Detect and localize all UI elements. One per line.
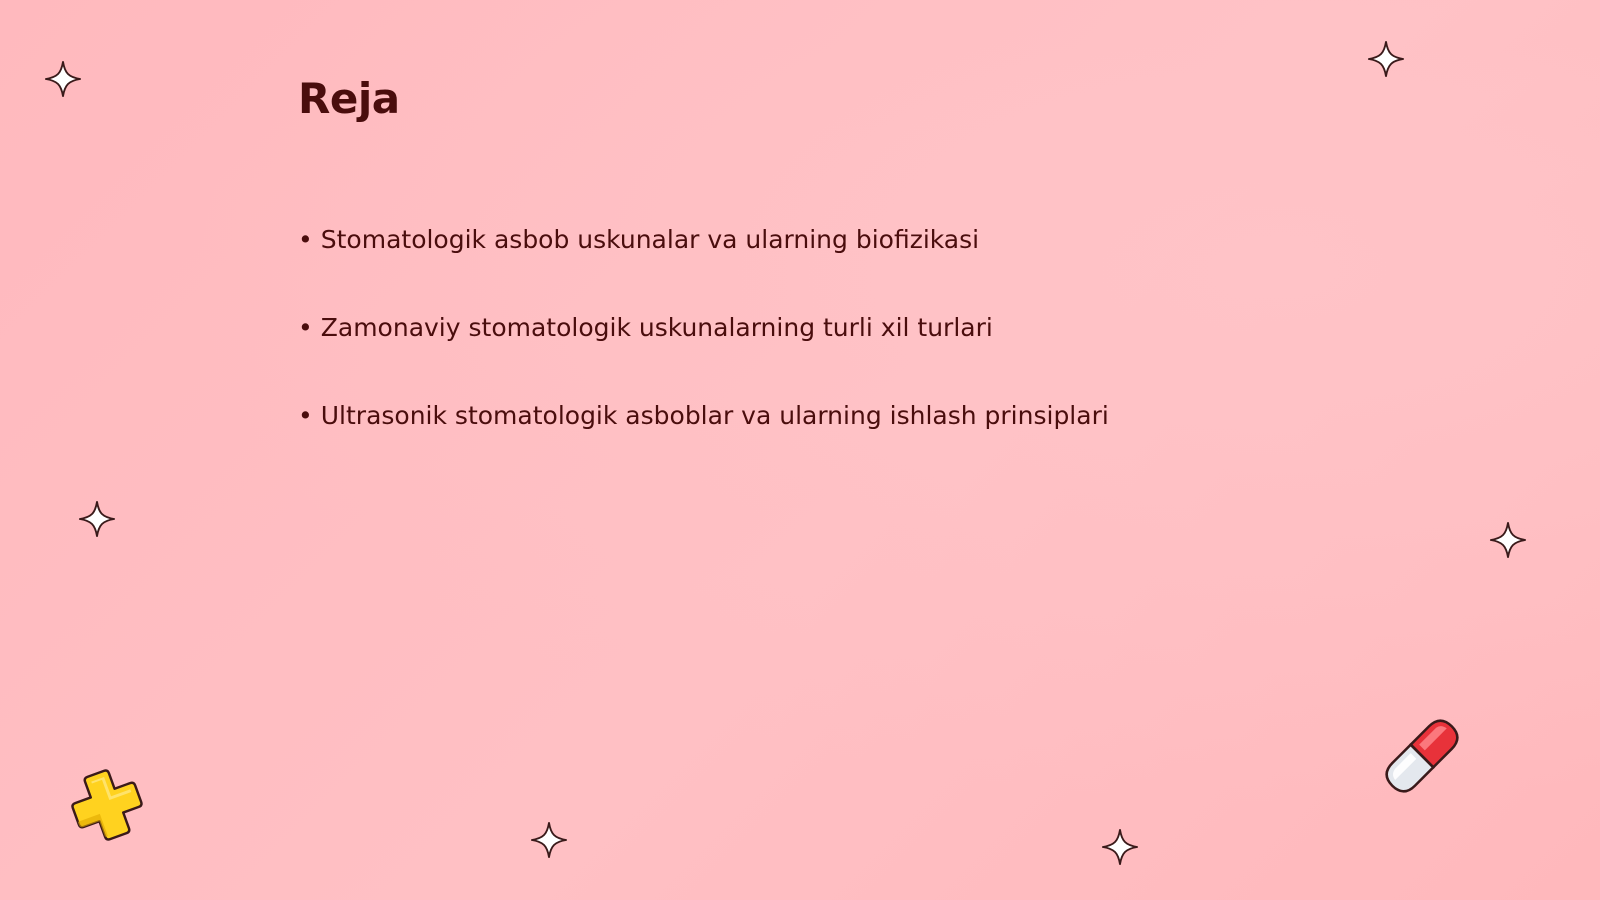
bullet-text: Ultrasonik stomatologik asboblar va ularning ishlash prinsiplari <box>320 401 1109 430</box>
sparkle-icon <box>1101 828 1139 866</box>
bullet-marker: • <box>298 313 313 342</box>
list-item <box>298 394 1109 482</box>
slide-title: Reja <box>298 74 400 123</box>
sparkle-icon <box>44 60 82 98</box>
sparkle-icon <box>1367 40 1405 78</box>
sparkle-icon <box>530 821 568 859</box>
sparkle-icon <box>1489 521 1527 559</box>
bullet-text: Stomatologik asbob uskunalar va ularning biofizikasi <box>320 225 980 254</box>
bullet-marker: • <box>298 225 313 254</box>
bullet-text: Zamonaviy stomatologik uskunalarning turli xil turlari <box>320 313 993 342</box>
list-item <box>298 218 1109 306</box>
sparkle-icon <box>78 500 116 538</box>
bullet-list <box>298 218 1109 482</box>
list-item <box>298 306 1109 394</box>
plus-cross-icon <box>68 766 146 844</box>
pill-capsule-icon <box>1372 706 1472 806</box>
bullet-marker: • <box>298 401 313 430</box>
